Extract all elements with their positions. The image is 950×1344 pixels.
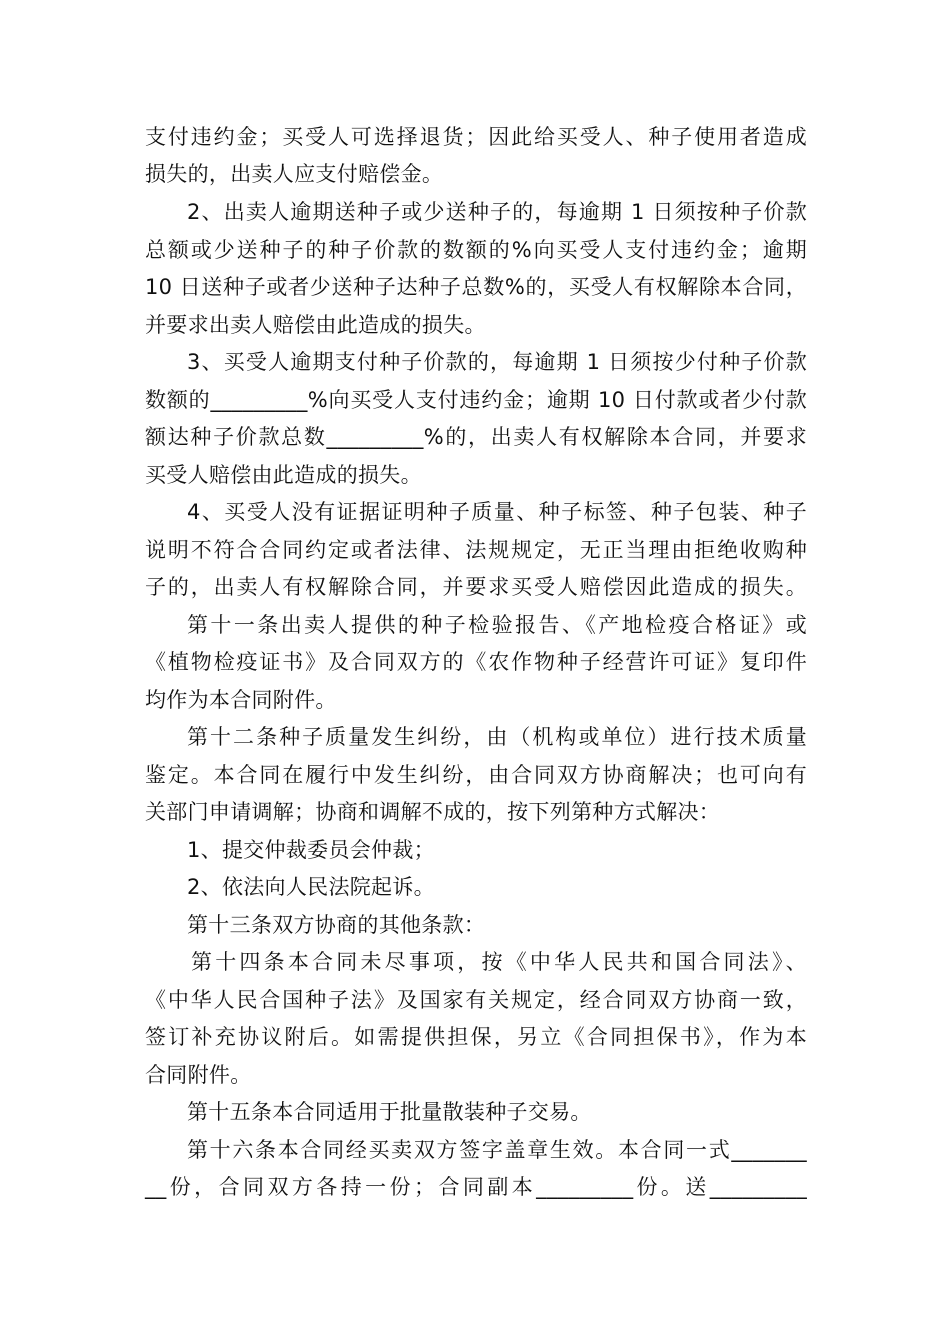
text-line: 损失的，出卖人应支付赔偿金。 [145,162,444,186]
text-line: 子的，出卖人有权解除合同，并要求买受人赔偿因此造成的损失。 [145,575,807,599]
text-line: 说明不符合合同约定或者法律、法规规定，无正当理由拒绝收购种 [145,538,807,562]
text-line: __份，合同双方各持一份；合同副本_________份。送_________ [145,1175,807,1199]
text-line: 3、买受人逾期支付种子价款的，每逾期 1 日须按少付种子价款 [187,350,807,374]
text-line: 4、买受人没有证据证明种子质量、种子标签、种子包装、种子 [187,500,807,524]
text-line: 支付违约金；买受人可选择退货；因此给买受人、种子使用者造成 [145,125,807,149]
text-line: 鉴定。本合同在履行中发生纠纷，由合同双方协商解决；也可向有 [145,763,807,787]
text-line: 第十二条种子质量发生纠纷，由（机构或单位）进行技术质量 [187,725,807,749]
text-line: 均作为本合同附件。 [145,688,337,712]
text-line: 第十四条本合同未尽事项，按《中华人民共和国合同法》、 [191,950,807,974]
text-line: 数额的_________%向买受人支付违约金；逾期 10 日付款或者少付款 [145,388,807,412]
text-line: 总额或少送种子的种子价款的数额的%向买受人支付违约金；逾期 [145,238,807,262]
text-line: 第十五条本合同适用于批量散装种子交易。 [187,1100,592,1124]
text-line: 合同附件。 [145,1063,252,1087]
text-line: 关部门申请调解；协商和调解不成的，按下列第种方式解决： [145,800,721,824]
document-page [145,117,807,1217]
text-line: 《植物检疫证书》及合同双方的《农作物种子经营许可证》复印件 [145,650,807,674]
text-line: 第十一条出卖人提供的种子检验报告、《产地检疫合格证》或 [187,613,807,637]
text-line: 买受人赔偿由此造成的损失。 [145,463,422,487]
text-line: 第十六条本合同经买卖双方签字盖章生效。本合同一式_______ [187,1138,807,1162]
text-line: 《中华人民合国种子法》及国家有关规定，经合同双方协商一致， [145,988,807,1012]
text-line: 签订补充协议附后。如需提供担保，另立《合同担保书》，作为本 [145,1025,807,1049]
text-line: 1、提交仲裁委员会仲裁； [187,838,435,862]
text-line: 额达种子价款总数_________%的，出卖人有权解除本合同，并要求 [145,425,807,449]
text-line: 10 日送种子或者少送种子达种子总数%的，买受人有权解除本合同， [145,275,807,299]
text-line: 2、依法向人民法院起诉。 [187,875,435,899]
text-line: 第十三条双方协商的其他条款： [187,913,486,937]
text-line: 2、出卖人逾期送种子或少送种子的，每逾期 1 日须按种子价款 [187,200,807,224]
text-line: 并要求出卖人赔偿由此造成的损失。 [145,313,486,337]
